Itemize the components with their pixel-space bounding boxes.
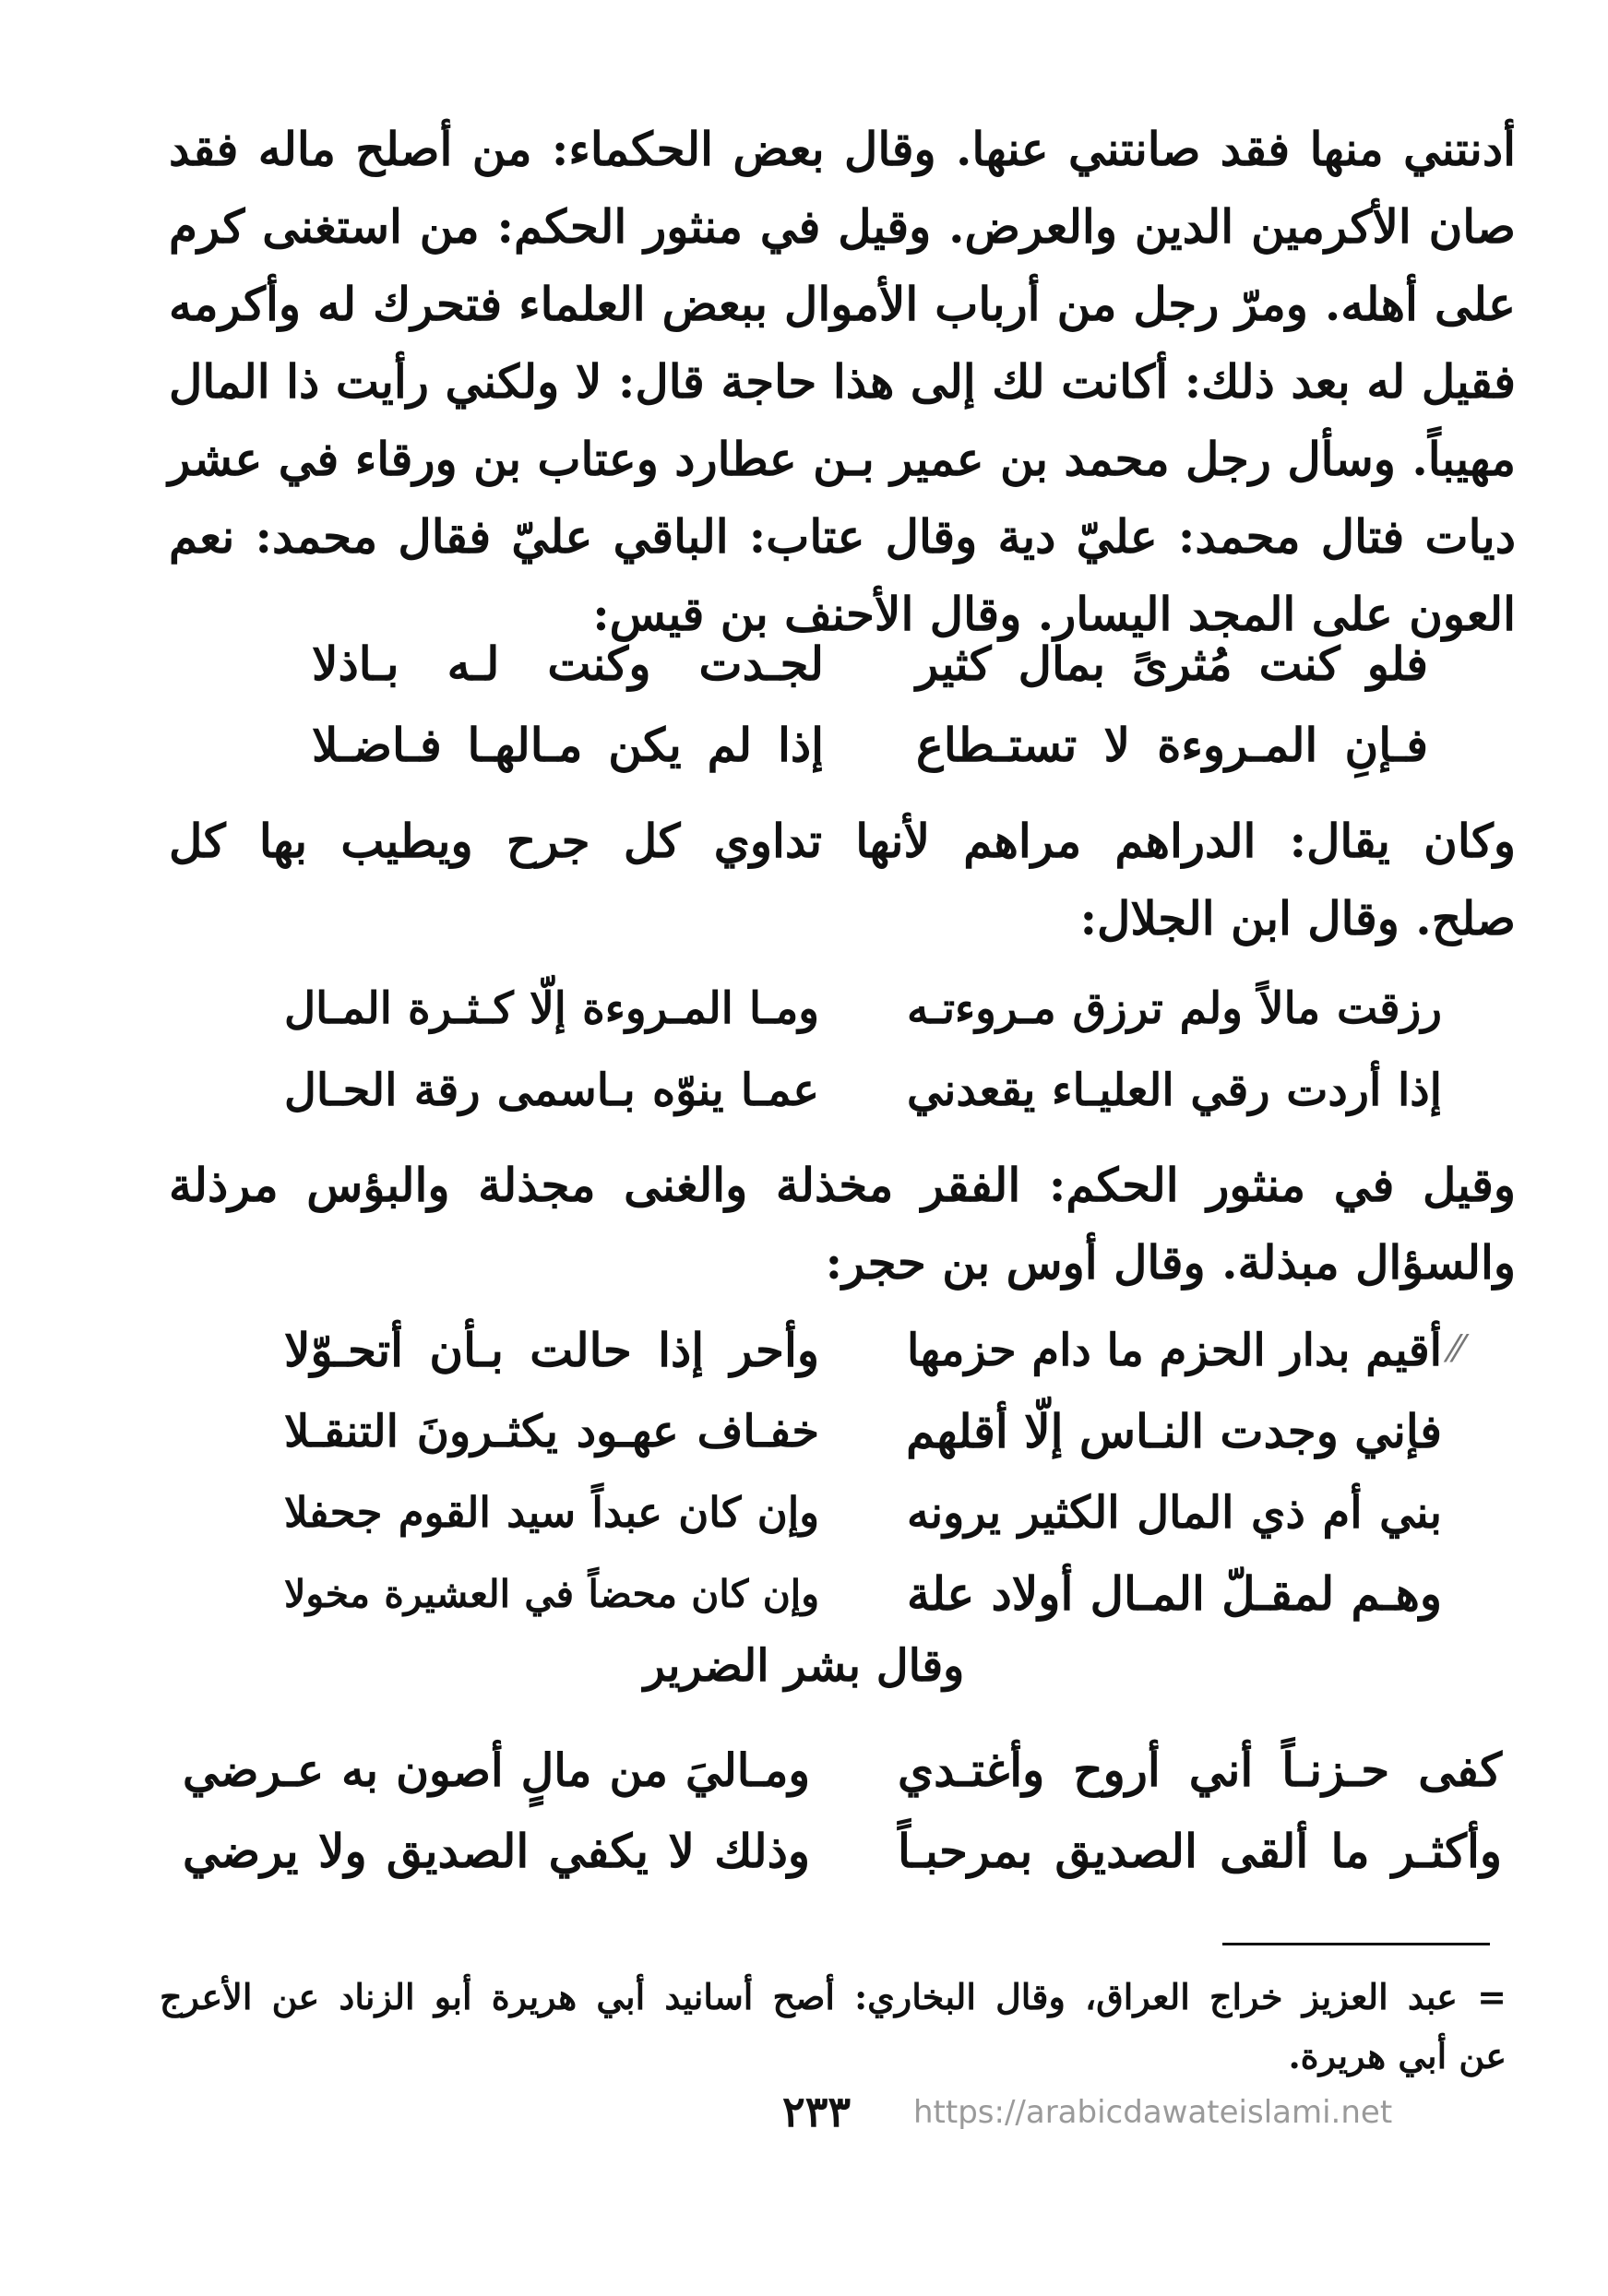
watermark-url: https://arabicdawateislami.net [913,2094,1393,2131]
verse-line [0,1730,1608,1811]
paragraph-2 [169,803,1516,958]
verse-first-hemistich: وهـم لمقـلّ المـال أولاد علة [907,1566,1442,1621]
verse-first-hemistich: وأكثـر ما ألقى الصديق بمرحبـاً [898,1824,1502,1878]
verse-second-hemistich: وأحر إذا حالت بـأن أتحـوّلا [284,1323,819,1377]
verse-second-hemistich: خفـاف عهـود يكثـرونَ التنقـلا [284,1406,819,1457]
verse-first-hemistich: فلو كنت مُثرىً بمال كثير [916,636,1428,691]
verse-first-hemistich: فإني وجدت النـاس إلّا أقلهم [906,1404,1442,1458]
text-line: على أهله. ومرّ رجل من أرباب الأموال ببعض العلماء فتحرك له وأكرمه [169,277,1516,331]
verse-second-hemistich: وذلك لا يكفي الصديق ولا يرضي [183,1824,810,1878]
paragraph-1 [169,111,1516,653]
text-line: والسؤال مبذلة. وقال أوس بن حجر: [825,1235,1516,1290]
verse-first-hemistich: رزقت مالاً ولم ترزق مـروءتـه [907,983,1442,1034]
verse-line [0,624,1608,705]
verse-line [0,969,1608,1050]
verse-line [0,1553,1608,1635]
footnote-divider [1222,1943,1490,1945]
verse-second-hemistich: لجـدت وكنت لـه بـاذلا [312,636,824,691]
verse-line [0,705,1608,786]
text-line: صان الأكرمين الدين والعرض. وقيل في منثور الحكم: من استغنى كرم [169,199,1516,254]
poem-4 [0,1730,1608,1892]
footnote-line: = عبد العزيز خراج العراق، وقال البخاري: أصح أسانيد أبي هريرة أبو الزناد عن الأعرج [160,1976,1507,2017]
text-line: وكان يقال: الدراهم مراهم لأنها تداوي كل جرح ويطيب بها كل [169,814,1516,868]
text-line: فقيل له بعد ذلك: أكانت لك إلى هذا حاجة قال: لا ولكني رأيت ذا المال [169,354,1516,409]
poem-1 [0,624,1608,786]
verse-second-hemistich: ومـا المـروءة إلّا كـثـرة المـال [284,983,819,1034]
verse-line [0,1310,1608,1391]
page-number: ٢٣٣ [782,2087,852,2136]
text-line: صلح. وقال ابن الجلال: [1079,891,1516,946]
verse-line [0,1472,1608,1553]
verse-second-hemistich: وإن كان محضاً في العشيرة مخولا [284,1572,819,1616]
text-line: وقيل في منثور الحكم: الفقر مخذلة والغنى مجذلة والبؤس مرذلة [169,1158,1516,1212]
text-line: مهيباً. وسأل رجل محمد بن عمير بـن عطارد وعتاب بن ورقاء في عشر [168,432,1516,486]
verse-line [0,1050,1608,1131]
footnote-line: عن أبي هريرة. [1288,2035,1507,2076]
verse-second-hemistich: ومـاليَ من مالٍ أصون به عـرضي [183,1743,810,1797]
pen-mark-icon: ⁄⁄ [1450,1328,1463,1371]
verse-line [0,1811,1608,1892]
verse-first-hemistich: كفى حـزنـاً أني أروح وأغتـدي [898,1743,1502,1797]
verse-second-hemistich: إذا لم يكن مـالهـا فـاضـلا [312,718,824,772]
verse-line [0,1391,1608,1472]
verse-second-hemistich: عمـا ينوّه بـاسمى رقة الحـال [284,1065,819,1116]
verse-first-hemistich: أقيم بدار الحزم ما دام حزمها [907,1325,1442,1376]
verse-first-hemistich: بني أم ذي المال الكثير يرونه [907,1487,1442,1539]
poem-heading: وقال بشر الضرير [643,1640,965,1692]
verse-second-hemistich: وإن كان عبداً سيد القوم جحفلا [284,1488,819,1537]
footnote [160,1968,1507,2086]
poem-3 [0,1310,1608,1635]
text-line: أدنتني منها فقد صانتني عنها. وقال بعض الحكماء: من أصلح ماله فقد [169,122,1516,176]
verse-first-hemistich: إذا أردت رقي العليـاء يقعدني [907,1065,1442,1116]
paragraph-3 [169,1147,1516,1302]
poem-2 [0,969,1608,1131]
text-line: ديات فتال محمد: عليّ دية وقال عتاب: الباقي عليّ فقال محمد: نعم [169,509,1516,564]
text-line: العون على المجد اليسار. وقال الأحنف بن قيس: [592,587,1516,641]
verse-first-hemistich: فـإنِ المـروءة لا تستـطاع [916,718,1428,772]
